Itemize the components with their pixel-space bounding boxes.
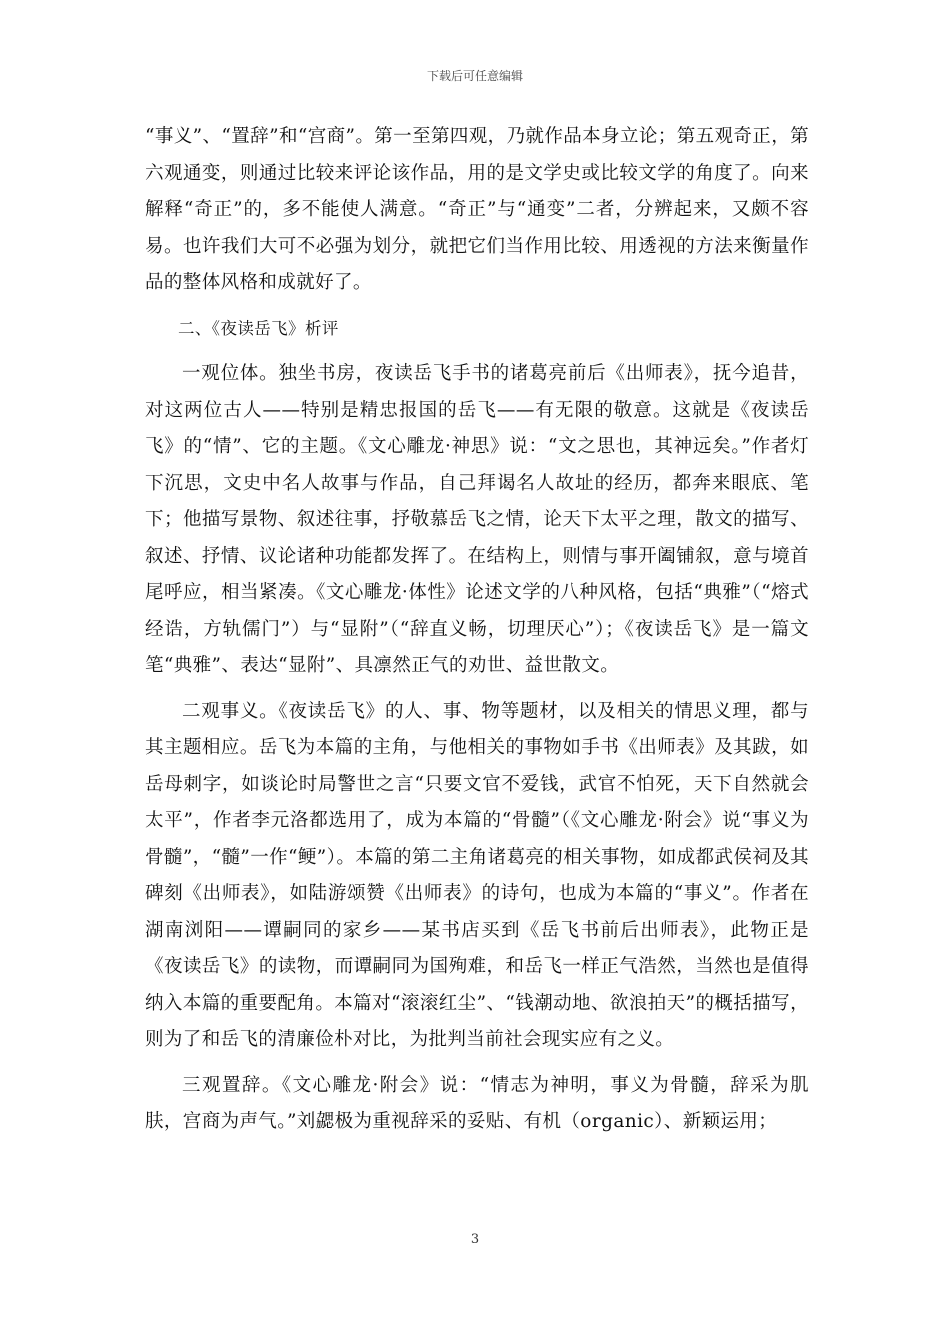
paragraph-continuation: “事义”、“置辞”和“宫商”。第一至第四观，乃就作品本身立论；第五观奇正，第六观通变，则通过比较来评论该作品，用的是文学史或比较文学的角度了。向来解释“奇正”的，多不能使人满意。“奇正”与“通变”二者，分辨起来，又颇不容易。也许我们大可不必强为划分，就把它们当作用比较、用透视的方法来衡量作品的整体风格和成就好了。 (145, 126, 809, 293)
paragraph-position: 一观位体。独坐书房，夜读岳飞手书的诸葛亮前后《出师表》，抚今追昔，对这两位古人——特别是精忠报国的岳飞——有无限的敬意。这就是《夜读岳飞》的“情”、它的主题。《文心雕龙·神思》说：“文之思也，其神远矣。”作者灯下沉思，文史中名人故事与作品，自己拜谒名人故址的经历，都奔来眼底、笔下；他描写景物、叙述往事，抒敬慕岳飞之情，论天下太平之理，散文的描写、叙述、抒情、议论诸种功能都发挥了。在结构上，则情与事开阖铺叙，意与境首尾呼应，相当紧凑。《文心雕龙·体性》论述文学的八种风格，包括“典雅”（“熔式经诰，方轨儒门”）与“显附”（“辞直义畅，切理厌心”）；《夜读岳飞》是一篇文笔“典雅”、表达“显附”、具凛然正气的劝世、益世散文。 (145, 363, 809, 676)
paragraph-diction: 三观置辞。《文心雕龙·附会》说：“情志为神明，事义为骨髓，辞采为肌肤，宫商为声气。”刘勰极为重视辞采的妥贴、有机（organic）、新颖运用； (145, 1074, 809, 1132)
page-header: 下载后可任意编辑 (426, 69, 523, 83)
document-body (145, 119, 809, 1141)
paragraph-matter: 二观事义。《夜读岳飞》的人、事、物等题材，以及相关的情思义理，都与其主题相应。岳飞为本篇的主角，与他相关的事物如手书《出师表》及其跋，如岳母刺字，如谈论时局警世之言“只要文官不爱钱，武官不怕死，天下自然就会太平”，作者李元洛都选用了，成为本篇的“骨髓”（《文心雕龙·附会》说“事义为骨髓”，“髓”一作“鲠”）。本篇的第二主角诸葛亮的相关事物，如成都武侯祠及其碑刻《出师表》，如陆游颂赞《出师表》的诗句，也成为本篇的“事义”。作者在湖南浏阳——谭嗣同的家乡——某书店买到《岳飞书前后出师表》，此物正是《夜读岳飞》的读物，而谭嗣同为国殉难，和岳飞一样正气浩然，当然也是值得纳入本篇的重要配角。本篇对“滚滚红尘”、“钱潮动地、欲浪拍天”的概括描写，则为了和岳飞的清廉俭朴对比，为批判当前社会现实应有之义。 (145, 700, 809, 1050)
page-number: 3 (470, 1232, 480, 1247)
section-heading: 二、《夜读岳飞》析评 (178, 318, 339, 338)
